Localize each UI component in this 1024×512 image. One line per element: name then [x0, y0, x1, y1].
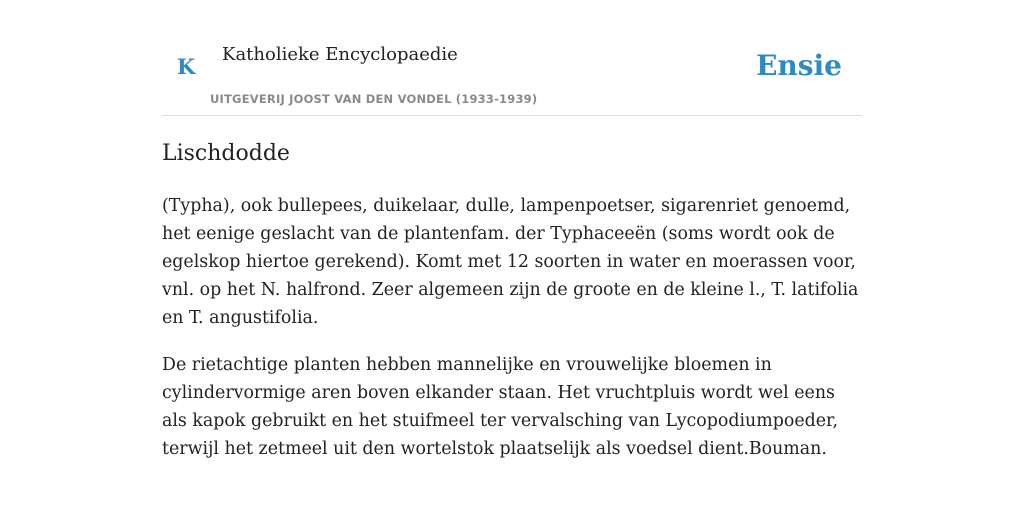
encyclopedia-title-link[interactable]: Katholieke Encyclopaedie: [222, 44, 458, 65]
entry-paragraph: (Typha), ook bullepees, duikelaar, dulle, lampenpoetser, sigarenriet genoemd, het eenige geslacht van de plantenfam. der Typhaceeën (soms wordt ook de egelskop hiertoe gerekend). Komt met 12 soorten in water en moerassen voor, vnl. op het N. halfrond. Zeer algemeen zijn de groote en de kleine l., T. latifolia en T. angustifolia.: [162, 196, 859, 328]
page-header: [162, 0, 862, 116]
entry-paragraph: De rietachtige planten hebben mannelijke en vrouwelijke bloemen in cylindervormige aren boven elkander staan. Het vruchtpluis wordt wel eens als kapok gebruikt en het stuifmeel ter vervalsching van Lycopodiumpoeder, terwijl het zetmeel uit den wortelstok plaatselijk als voedsel dient.Bouman.: [162, 355, 838, 459]
encyclopedia-logo[interactable]: K: [177, 54, 196, 79]
publisher-label: UITGEVERIJ JOOST VAN DEN VONDEL (1933-1939): [210, 92, 538, 106]
entry-title: Lischdodde: [162, 141, 290, 166]
entry-body: [162, 192, 862, 482]
encyclopedia-entry-card: [162, 0, 862, 512]
ensie-brand-link[interactable]: Ensie: [756, 49, 842, 82]
